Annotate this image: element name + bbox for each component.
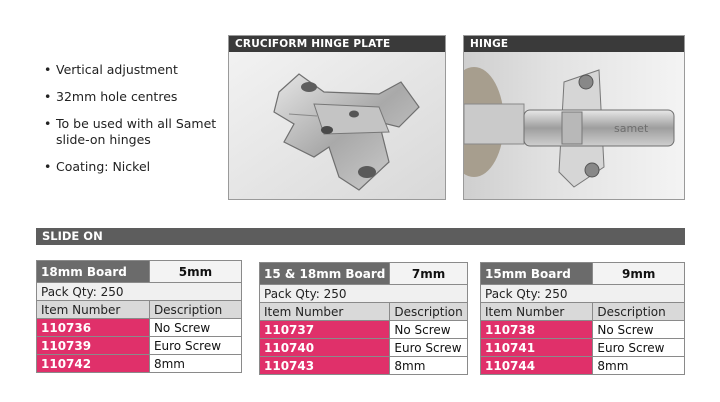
feature-item: • 32mm hole centres (44, 89, 234, 105)
product-table (480, 262, 685, 375)
product-table (36, 260, 242, 373)
item-number: 110738 (481, 321, 593, 339)
item-number: 110736 (37, 319, 150, 337)
col-header-item: Item Number (37, 301, 150, 319)
item-description: No Screw (390, 321, 467, 339)
cruciform-plate-panel (228, 35, 446, 200)
pack-qty: Pack Qty: 250 (481, 285, 685, 303)
panel-title: HINGE (464, 36, 684, 52)
table-row (481, 321, 685, 339)
col-header-desc: Description (593, 303, 685, 321)
item-description: 8mm (390, 357, 467, 375)
table-row (37, 337, 242, 355)
feature-item: • To be used with all Samet slide-on hinges (44, 116, 234, 148)
feature-item: • Vertical adjustment (44, 62, 234, 78)
item-number: 110741 (481, 339, 593, 357)
panel-title: CRUCIFORM HINGE PLATE (229, 36, 445, 52)
pack-qty: Pack Qty: 250 (260, 285, 468, 303)
table-row (260, 339, 468, 357)
item-description: Euro Screw (149, 337, 241, 355)
col-header-desc: Description (390, 303, 467, 321)
table-row (37, 355, 242, 373)
item-number: 110743 (260, 357, 390, 375)
cruciform-plate-image (229, 52, 446, 200)
item-description: 8mm (593, 357, 685, 375)
board-title: 18mm Board (37, 261, 150, 283)
item-description: Euro Screw (390, 339, 467, 357)
table-row (481, 357, 685, 375)
section-title: SLIDE ON (36, 228, 685, 245)
item-number: 110737 (260, 321, 390, 339)
col-header-item: Item Number (260, 303, 390, 321)
table-row (260, 321, 468, 339)
hinge-image (464, 52, 685, 200)
col-header-desc: Description (149, 301, 241, 319)
col-header-item: Item Number (481, 303, 593, 321)
table-row (481, 339, 685, 357)
feature-item: • Coating: Nickel (44, 159, 234, 175)
item-description: 8mm (149, 355, 241, 373)
feature-list (44, 62, 234, 186)
item-description: No Screw (593, 321, 685, 339)
table-row (37, 319, 242, 337)
item-number: 110742 (37, 355, 150, 373)
hinge-panel (463, 35, 685, 200)
plate-size: 7mm (390, 263, 467, 285)
plate-size: 9mm (593, 263, 685, 285)
board-title: 15 & 18mm Board (260, 263, 390, 285)
item-number: 110740 (260, 339, 390, 357)
hinge-brand-text: samet (614, 122, 649, 135)
item-number: 110739 (37, 337, 150, 355)
item-description: No Screw (149, 319, 241, 337)
item-description: Euro Screw (593, 339, 685, 357)
table-row (260, 357, 468, 375)
item-number: 110744 (481, 357, 593, 375)
board-title: 15mm Board (481, 263, 593, 285)
plate-size: 5mm (149, 261, 241, 283)
pack-qty: Pack Qty: 250 (37, 283, 242, 301)
product-table (259, 262, 468, 375)
